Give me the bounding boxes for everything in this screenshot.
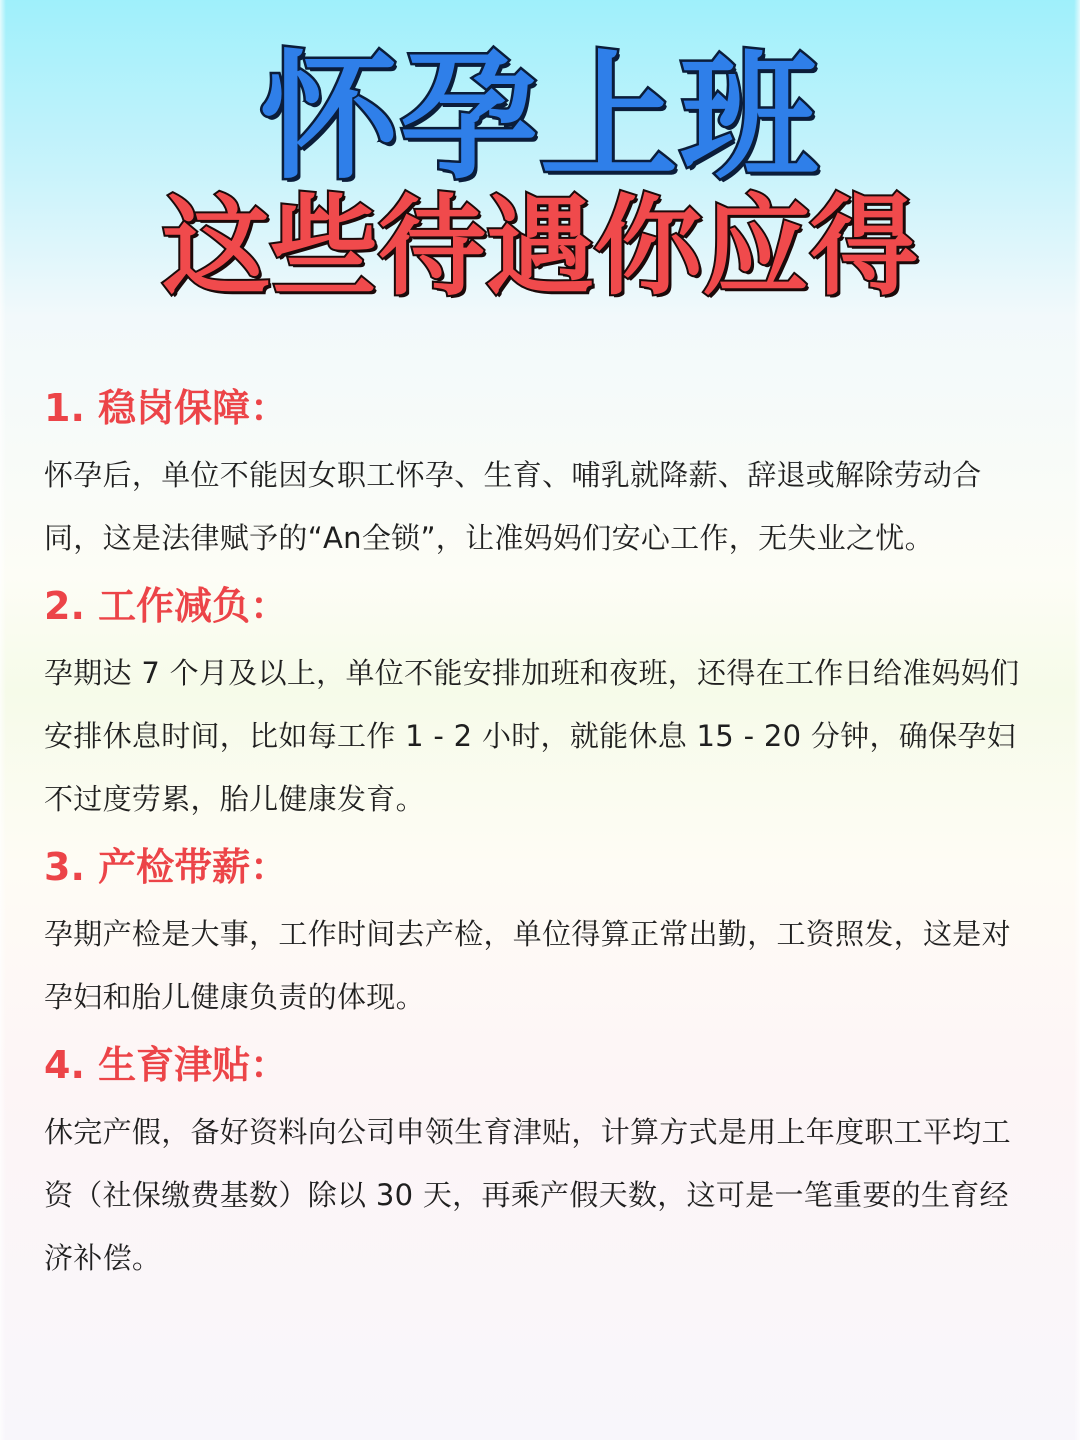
page-subtitle: 这些待遇你应得: [161, 185, 918, 310]
page-title: 怀孕上班: [259, 37, 820, 198]
section-heading: 1. 稳岗保障：: [44, 386, 289, 430]
section-body: 怀孕后，单位不能因女职工怀孕、生育、哺乳就降薪、辞退或解除劳动合同，这是法律赋予的“An全锁”，让准妈妈们安心工作，无失业之忧。: [44, 458, 982, 555]
section-job-security: [44, 380, 1034, 570]
section-heading: 4. 生育津贴：: [44, 1043, 289, 1087]
section-body: 休完产假，备好资料向公司申领生育津贴，计算方式是用上年度职工平均工资（社保缴费基数）除以 30 天，再乘产假天数，这可是一笔重要的生育经济补偿。: [44, 1115, 1011, 1275]
section-body: 孕期达 7 个月及以上，单位不能安排加班和夜班，还得在工作日给准妈妈们安排休息时间，比如每工作 1 - 2 小时，就能休息 15 - 20 分钟，确保孕妇不过度劳累，胎儿健康发育。: [44, 656, 1020, 816]
section-heading: 3. 产检带薪：: [44, 845, 289, 889]
section-body: 孕期产检是大事，工作时间去产检，单位得算正常出勤，工资照发，这是对孕妇和胎儿健康负责的体现。: [44, 917, 1011, 1014]
section-paid-checkups: [44, 839, 1034, 1029]
section-heading: 2. 工作减负：: [44, 584, 289, 628]
article-content: [44, 380, 1034, 1298]
section-workload-reduction: [44, 578, 1034, 831]
section-maternity-allowance: [44, 1037, 1034, 1290]
